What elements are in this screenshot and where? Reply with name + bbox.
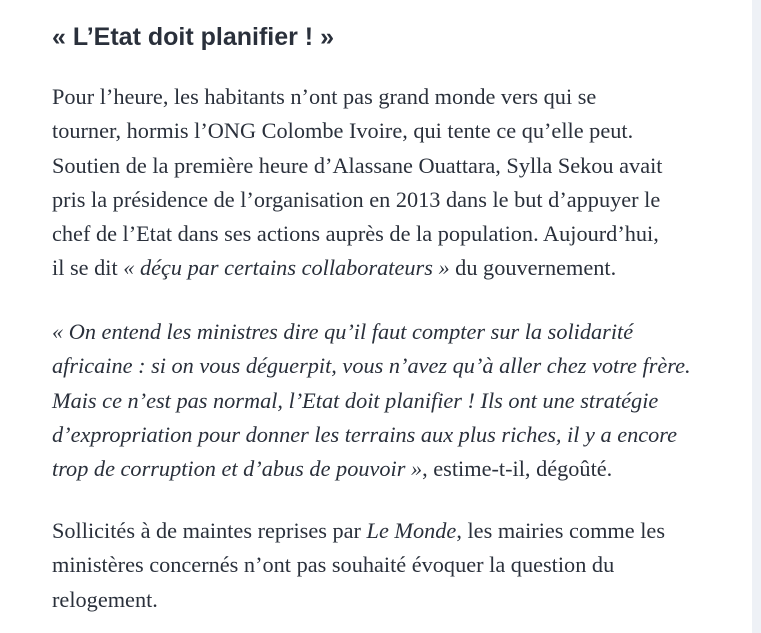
paragraph-2-line-5-end: , estime-t-il, dégoûté. <box>422 456 613 482</box>
paragraph-2-line-5 <box>52 452 752 486</box>
section-heading: « L’Etat doit planifier ! » <box>52 23 334 51</box>
paragraph-1-line-2: tourner, hormis l’ONG Colombe Ivoire, qui tente ce qu’elle peut. <box>52 118 634 144</box>
paragraph-1-line-5: chef de l’Etat dans ses actions auprès de la population. Aujourd’hui, <box>52 221 659 247</box>
paragraph-3-line-1 <box>52 514 752 548</box>
paragraph-2-line-5-italic: trop de corruption et d’abus de pouvoir » <box>52 456 423 482</box>
publication-name: Le Monde <box>366 518 457 543</box>
paragraph-1-line-6-end: du gouvernement. <box>449 255 617 281</box>
paragraph-2-line-2: africaine : si on vous déguerpit, vous n’avez qu’à aller chez votre frère. <box>52 353 691 379</box>
paragraph-1-line-1: Pour l’heure, les habitants n’ont pas grand monde vers qui se <box>52 84 597 109</box>
paragraph-3-line-1-end: , les mairies comme les <box>456 518 666 543</box>
paragraph-2-line-4: d’expropriation pour donner les terrains aux plus riches, il y a encore <box>52 421 678 447</box>
paragraph-3-line-3: relogement. <box>52 586 158 612</box>
paragraph-1-line-6 <box>52 251 752 285</box>
paragraph-1-line-3: Soutien de la première heure d’Alassane Ouattara, Sylla Sekou avait <box>52 152 663 178</box>
quote-inline: « déçu par certains collaborateurs » <box>123 255 450 281</box>
paragraph-1-line-6-start: il se dit <box>52 255 124 281</box>
paragraph-3 <box>52 514 752 617</box>
paragraph-1 <box>52 80 752 286</box>
paragraph-2-quote <box>52 315 752 486</box>
paragraph-2-line-1: « On entend les ministres dire qu’il faut compter sur la solidarité <box>52 319 634 344</box>
paragraph-2-line-3: Mais ce n’est pas normal, l’Etat doit planifier ! Ils ont une stratégie <box>52 387 659 413</box>
paragraph-3-line-1-start: Sollicités à de maintes reprises par <box>52 518 367 543</box>
paragraph-1-line-4: pris la présidence de l’organisation en 2013 dans le but d’appuyer le <box>52 186 661 212</box>
right-margin-strip <box>752 0 761 633</box>
paragraph-3-line-2: ministères concernés n’ont pas souhaité évoquer la question du <box>52 552 615 578</box>
